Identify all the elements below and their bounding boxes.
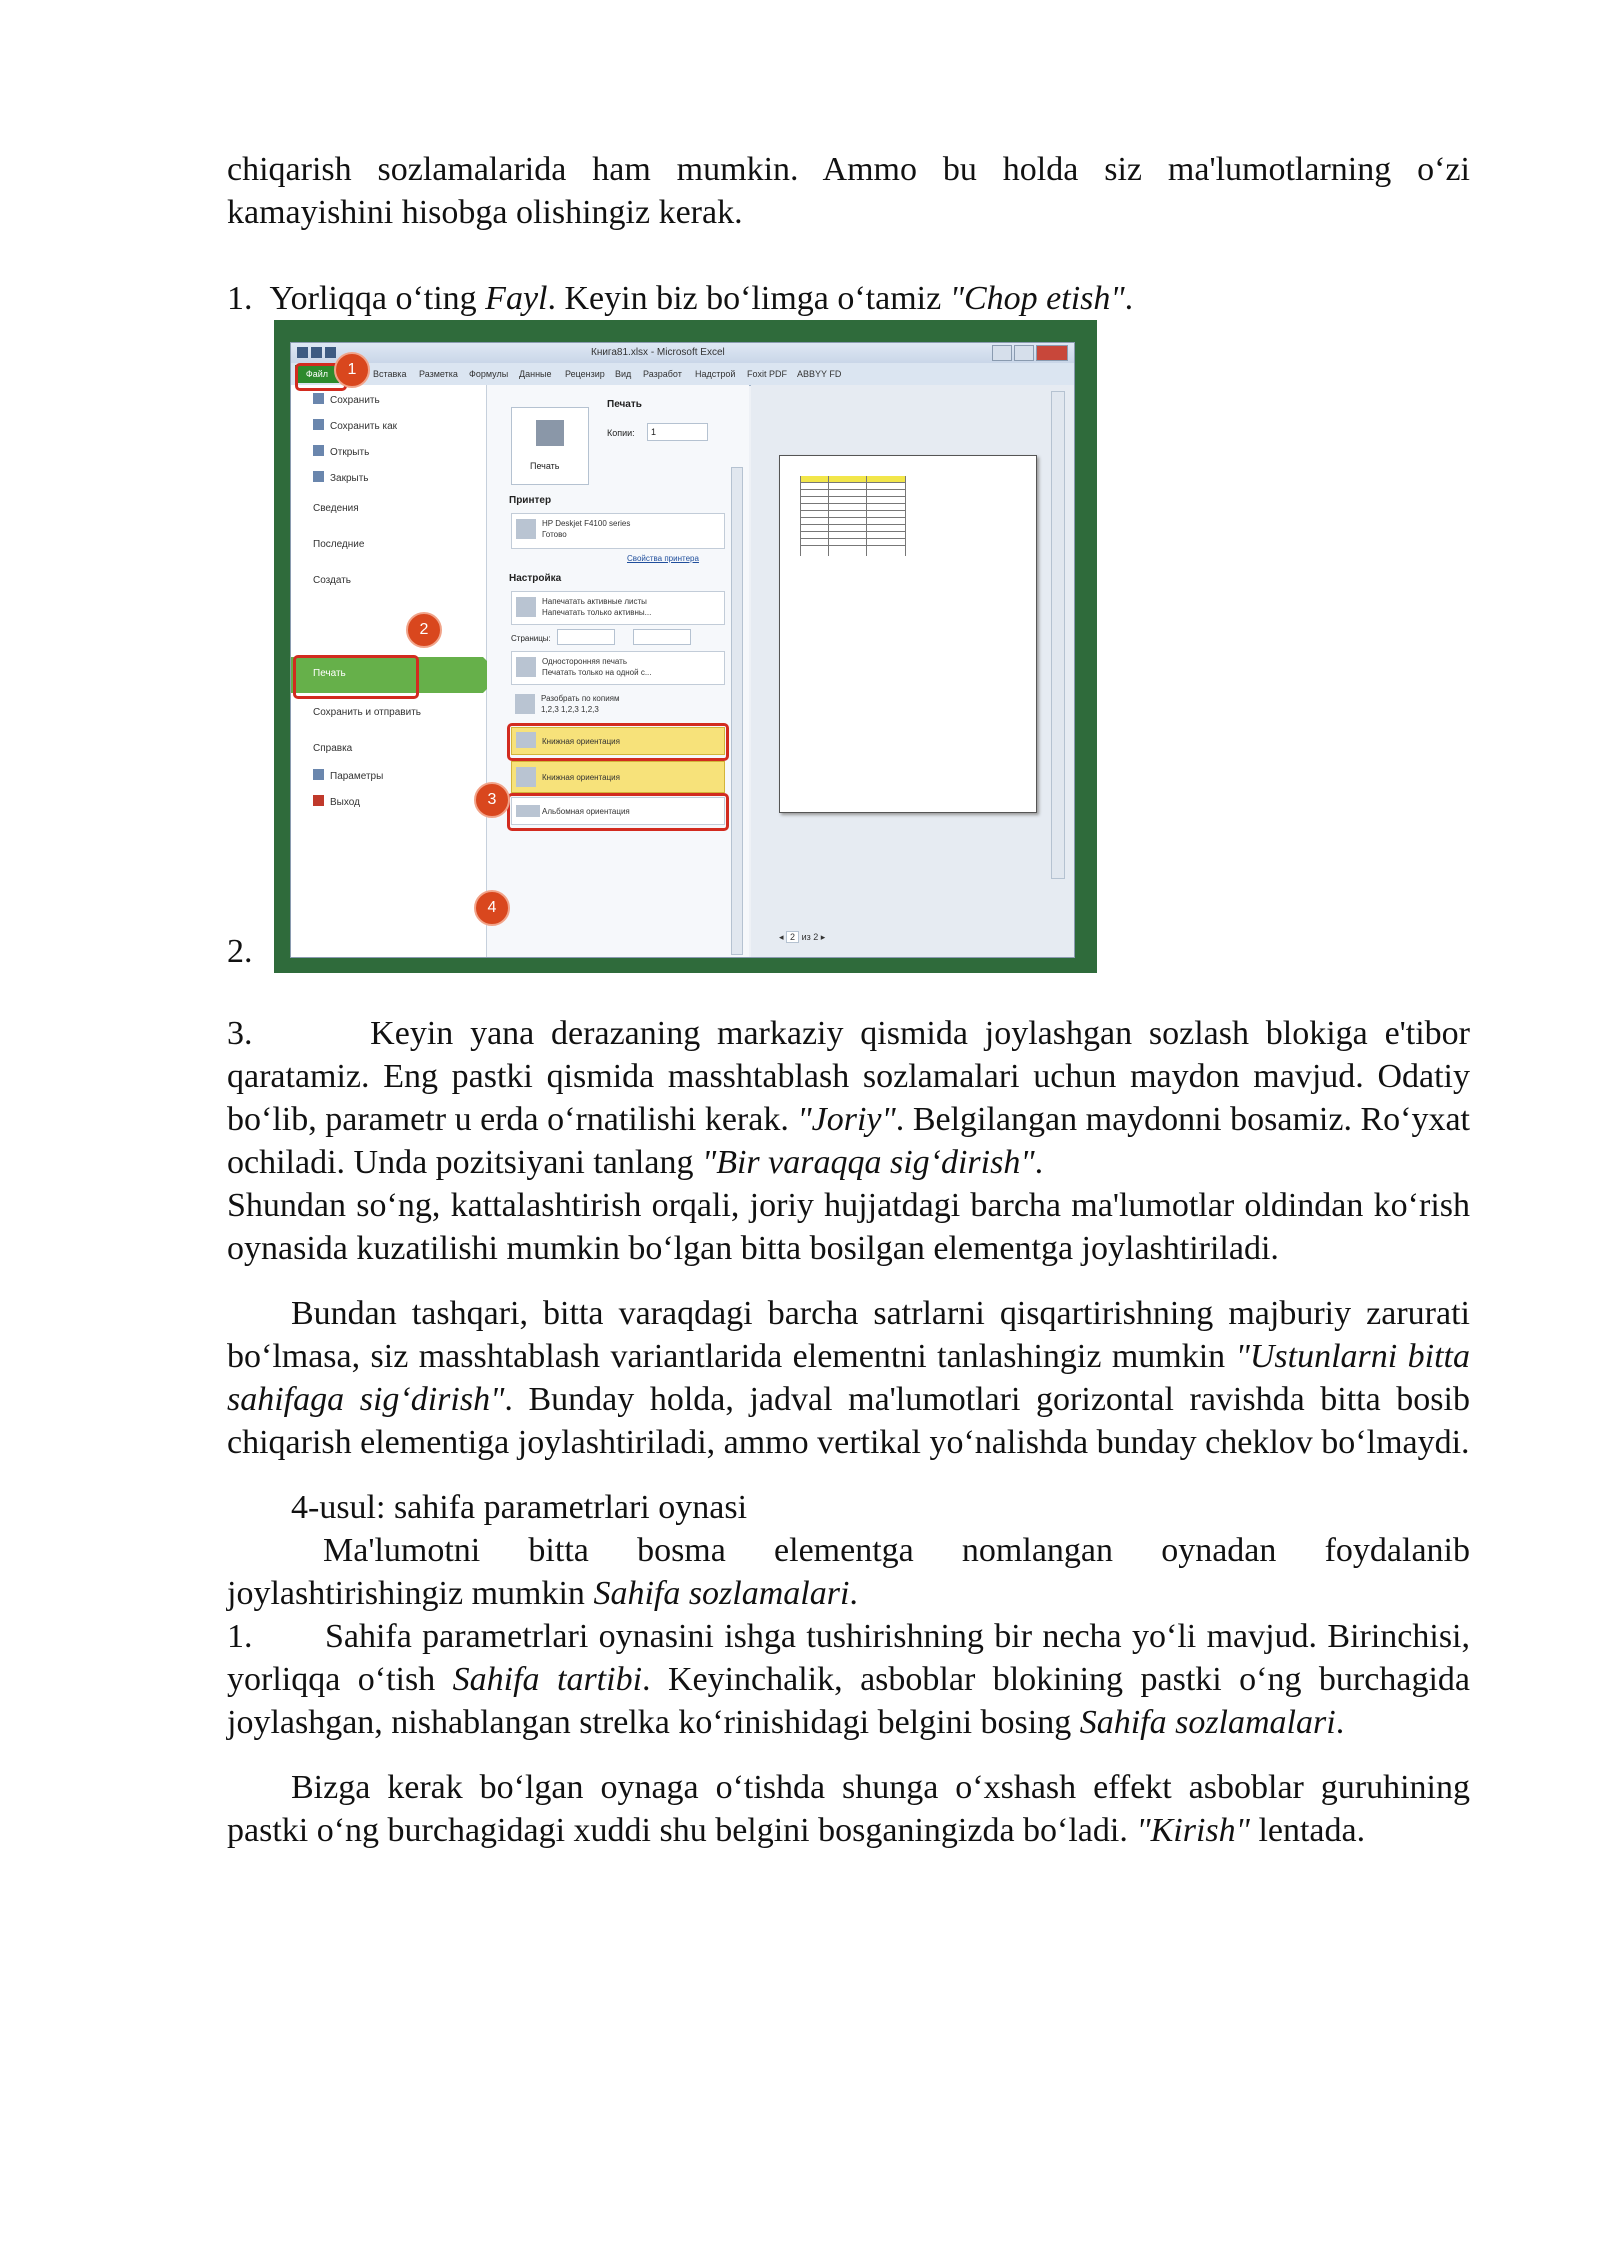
preview-row (800, 497, 906, 504)
paragraph-6-sahifa-sozlamalari: Sahifa sozlamalari (1079, 1704, 1336, 1741)
page-navigator: ◂ 2 из 2 ▸ (779, 932, 826, 942)
menu-save-as (313, 419, 397, 433)
menu-open-label: Открыть (330, 447, 370, 458)
paragraph-5-text-1: Ma'lumotni bitta bosma elementga nomlangan oynadan foydalanib joylashtirishingiz mumkin (227, 1532, 1470, 1612)
option-collate-text (541, 693, 620, 715)
print-settings-pane (487, 385, 749, 957)
preview-table (800, 476, 906, 556)
option-active-sheets (511, 591, 725, 625)
paragraph-3-continued: Shundan so‘ng, kattalashtirish orqali, joriy hujjatdagi barcha ma'lumotlar oldindan ko‘rish oynasida kuzatilishi mumkin bo‘lgan bitta bosilgan elementga joylashtiriladi. (227, 1187, 1470, 1267)
option-landscape-label: Альбомная ориентация (542, 807, 630, 816)
tab-review: Рецензир (565, 369, 605, 379)
option-collate-line-2: 1,2,3 1,2,3 1,2,3 (541, 705, 599, 714)
figure-row (227, 320, 1470, 980)
option-one-sided-text (542, 656, 651, 678)
highlight-orientation (507, 723, 729, 761)
menu-open (313, 445, 369, 459)
paragraph-3-joriy: "Joriy" (797, 1101, 896, 1138)
print-preview-pane (751, 385, 1074, 957)
menu-options-label: Параметры (330, 771, 384, 782)
pages-to-field (633, 629, 691, 645)
option-active-text (542, 596, 651, 618)
step-2-number: 2. (227, 933, 253, 970)
page-current: 2 (786, 931, 799, 943)
menu-save (313, 393, 380, 407)
menu-save-label: Сохранить (330, 395, 380, 406)
paragraph-5 (227, 1529, 1470, 1615)
preview-header-row (800, 476, 906, 483)
option-portrait (511, 761, 725, 793)
tab-layout: Разметка (419, 369, 458, 379)
file-tab: Файл (295, 365, 339, 383)
option-active-line-1: Напечатать активные листы (542, 597, 647, 606)
option-orientation-current-label: Книжная ориентация (542, 737, 620, 746)
paragraph-7-kirish: "Kirish" (1136, 1812, 1250, 1849)
menu-save-as-label: Сохранить как (330, 421, 398, 432)
exit-icon (313, 795, 324, 806)
maximize-icon (1014, 345, 1034, 361)
menu-new: Создать (313, 575, 352, 586)
printer-device-icon (516, 519, 536, 539)
option-active-line-2: Напечатать только активны... (542, 608, 652, 617)
page-total: из 2 (801, 932, 819, 942)
print-button-label: Печать (530, 461, 560, 471)
excel-logo-icon (297, 347, 308, 358)
printer-properties-link: Свойства принтера (627, 554, 699, 563)
option-one-sided-line-2: Печатать только на одной с... (542, 668, 652, 677)
paragraph-3-text-2: . Belgilangan maydonni bosamiz. Ro‘yxat ochiladi. Unda pozitsiyani tanlang (227, 1101, 1470, 1181)
paragraph-3-bir-varaqqa: "Bir varaqqa sig‘dirish" (701, 1144, 1035, 1181)
preview-row (800, 525, 906, 532)
printer-icon (536, 420, 564, 446)
portrait-option-icon (516, 767, 536, 787)
highlight-print-menu (293, 655, 419, 699)
printer-header: Принтер (509, 495, 552, 506)
printer-status: Готово (542, 530, 567, 539)
step-badge-4: 4 (474, 890, 510, 926)
intro-line-1: chiqarish sozlamalarida ham mumkin. Ammo bu holda siz ma'lumotlarning o‘zi (227, 151, 1470, 188)
preview-row (800, 504, 906, 511)
paragraph-7 (227, 1766, 1470, 1852)
menu-exit (313, 795, 360, 809)
title-bar (291, 343, 1074, 363)
print-header: Печать (607, 399, 642, 410)
paragraph-6-text-2: . Keyinchalik, asboblar blokining pastki o‘ng burchagida joylashgan, nishablangan strelka ko‘rinishidagi belgini bosing (227, 1661, 1470, 1741)
step-1-fayl: Fayl (485, 280, 548, 317)
tab-insert: Вставка (373, 369, 407, 379)
menu-help: Справка (313, 743, 353, 754)
close-icon (1036, 345, 1068, 361)
pages-label: Страницы: (511, 634, 551, 643)
menu-exit-label: Выход (330, 797, 360, 808)
preview-row (800, 539, 906, 546)
settings-scrollbar (731, 467, 743, 955)
tab-formulas: Формулы (469, 369, 509, 379)
menu-send: Сохранить и отправить (313, 707, 421, 718)
menu-info: Сведения (313, 503, 359, 514)
pages-from-field (557, 629, 615, 645)
paragraph-6-sahifa-tartibi: Sahifa tartibi (452, 1661, 643, 1698)
preview-col-line (905, 476, 906, 556)
menu-close-label: Закрыть (330, 473, 369, 484)
menu-options (313, 769, 383, 783)
option-collate (511, 689, 723, 721)
paragraph-6-text-1: Sahifa parametrlari oynasini ishga tushirishning bir necha yo‘li mavjud. Birinchisi, yorliqqa o‘tish (227, 1618, 1471, 1698)
preview-page (779, 455, 1037, 813)
paragraph-7-text-1: Bizga kerak bo‘lgan oynaga o‘tishda shunga o‘xshash effekt asboblar guruhining pastki o‘ng burchagidagi xuddi shu belgini bosganingizda bo‘ladi. (227, 1769, 1470, 1849)
settings-header: Настройка (509, 573, 562, 584)
folder-open-icon (313, 445, 324, 456)
collate-icon (515, 694, 535, 714)
menu-recent: Последние (313, 539, 365, 550)
option-portrait-label: Книжная ориентация (542, 773, 620, 782)
step-badge-2: 2 (406, 612, 442, 648)
paragraph-7-text-2: lentada. (1249, 1812, 1366, 1849)
menu-close (313, 471, 369, 485)
tab-data: Данные (519, 369, 552, 379)
paragraph-3-text-1: Keyin yana derazaning markaziy qismida joylashgan sozlash blokiga e'tibor qaratamiz. Eng pastki qismida masshtablash sozlamalari uchun maydon mavjud. Odatiy bo‘lib, parametr u erda o‘rnatilishi kerak. (227, 1015, 1471, 1138)
paragraph-6-text-3: . (1335, 1704, 1345, 1741)
undo-icon (325, 347, 336, 358)
method-4-heading: 4-usul: sahifa parametrlari oynasi (291, 1489, 748, 1526)
preview-row (800, 511, 906, 518)
save-as-icon (313, 419, 324, 430)
preview-row (800, 518, 906, 525)
printer-name: HP Deskjet F4100 series (542, 519, 631, 528)
option-one-sided-line-1: Односторонняя печать (542, 657, 628, 666)
paragraph-4-text-2: . Bunday holda, jadval ma'lumotlari gorizontal ravishda bitta bosib chiqarish elementiga joylashtiriladi, ammo vertikal yo‘nalishda bunday cheklov bo‘lmaydi. (227, 1381, 1470, 1461)
paragraph-4-ustunlarni: "Ustunlarni bitta sahifaga sig‘dirish" (227, 1338, 1470, 1418)
menu-print-label: Печать (313, 668, 346, 679)
excel-window (290, 342, 1075, 958)
paragraph-3-text-3: . (1034, 1144, 1044, 1181)
step-badge-3: 3 (474, 782, 510, 818)
preview-row (800, 532, 906, 539)
tab-addins: Надстрой (695, 369, 736, 379)
preview-row (800, 483, 906, 490)
excel-print-screenshot (274, 320, 1097, 973)
printer-select (511, 513, 725, 549)
tab-developer: Разработ (643, 369, 682, 379)
preview-row (800, 490, 906, 497)
intro-line-2: kamayishini hisobga olishingiz kerak. (227, 194, 743, 231)
step-1-text-e: . (1124, 280, 1134, 317)
step-1-text-a: Yorliqqa o‘ting (269, 280, 486, 317)
sheets-icon (516, 597, 536, 617)
tab-view: Вид (615, 369, 632, 379)
printer-text (542, 518, 630, 540)
step-1-number: 1. (227, 280, 253, 317)
folder-close-icon (313, 471, 324, 482)
save-icon (311, 347, 322, 358)
step-1 (227, 277, 1470, 320)
paragraph-3 (227, 1012, 1470, 1184)
copies-label: Копии: (607, 428, 635, 438)
save-icon (313, 393, 324, 404)
step-1-chop-etish: "Chop etish" (949, 280, 1125, 317)
option-collate-line-1: Разобрать по копиям (541, 694, 620, 703)
window-title: Книга81.xlsx - Microsoft Excel (591, 347, 725, 358)
paragraph-4-text-1: Bundan tashqari, bitta varaqdagi barcha satrlarni qisqartirishning majburiy zarurati bo‘lmasa, siz masshtablash variantlarida elementni tanlashingiz mumkin (227, 1295, 1470, 1375)
window-controls (990, 345, 1068, 365)
one-sided-icon (516, 657, 536, 677)
preview-col-line (866, 476, 867, 556)
preview-col-line (828, 476, 829, 556)
tab-abbyy: ABBYY FD (797, 369, 842, 379)
step-1-text-c: . Keyin biz bo‘limga o‘tamiz (547, 280, 950, 317)
highlight-landscape (507, 793, 729, 831)
option-one-sided (511, 651, 725, 685)
copies-field: 1 (647, 423, 708, 441)
document-page (227, 148, 1470, 1852)
preview-scrollbar (1051, 391, 1065, 879)
preview-col-line (800, 476, 801, 556)
tab-foxit: Foxit PDF (747, 369, 788, 379)
ribbon-tabs (291, 363, 1074, 386)
paragraph-4 (227, 1292, 1470, 1464)
options-icon (313, 769, 324, 780)
print-button (511, 407, 589, 485)
step-badge-1: 1 (334, 352, 370, 388)
paragraph-5-text-2: . (849, 1575, 858, 1612)
paragraph-3-number: 3. (227, 1015, 253, 1052)
paragraph-5-sahifa-sozlamalari: Sahifa sozlamalari (593, 1575, 850, 1612)
paragraph-6-number: 1. (227, 1618, 253, 1655)
minimize-icon (992, 345, 1012, 361)
paragraph-6 (227, 1615, 1470, 1744)
